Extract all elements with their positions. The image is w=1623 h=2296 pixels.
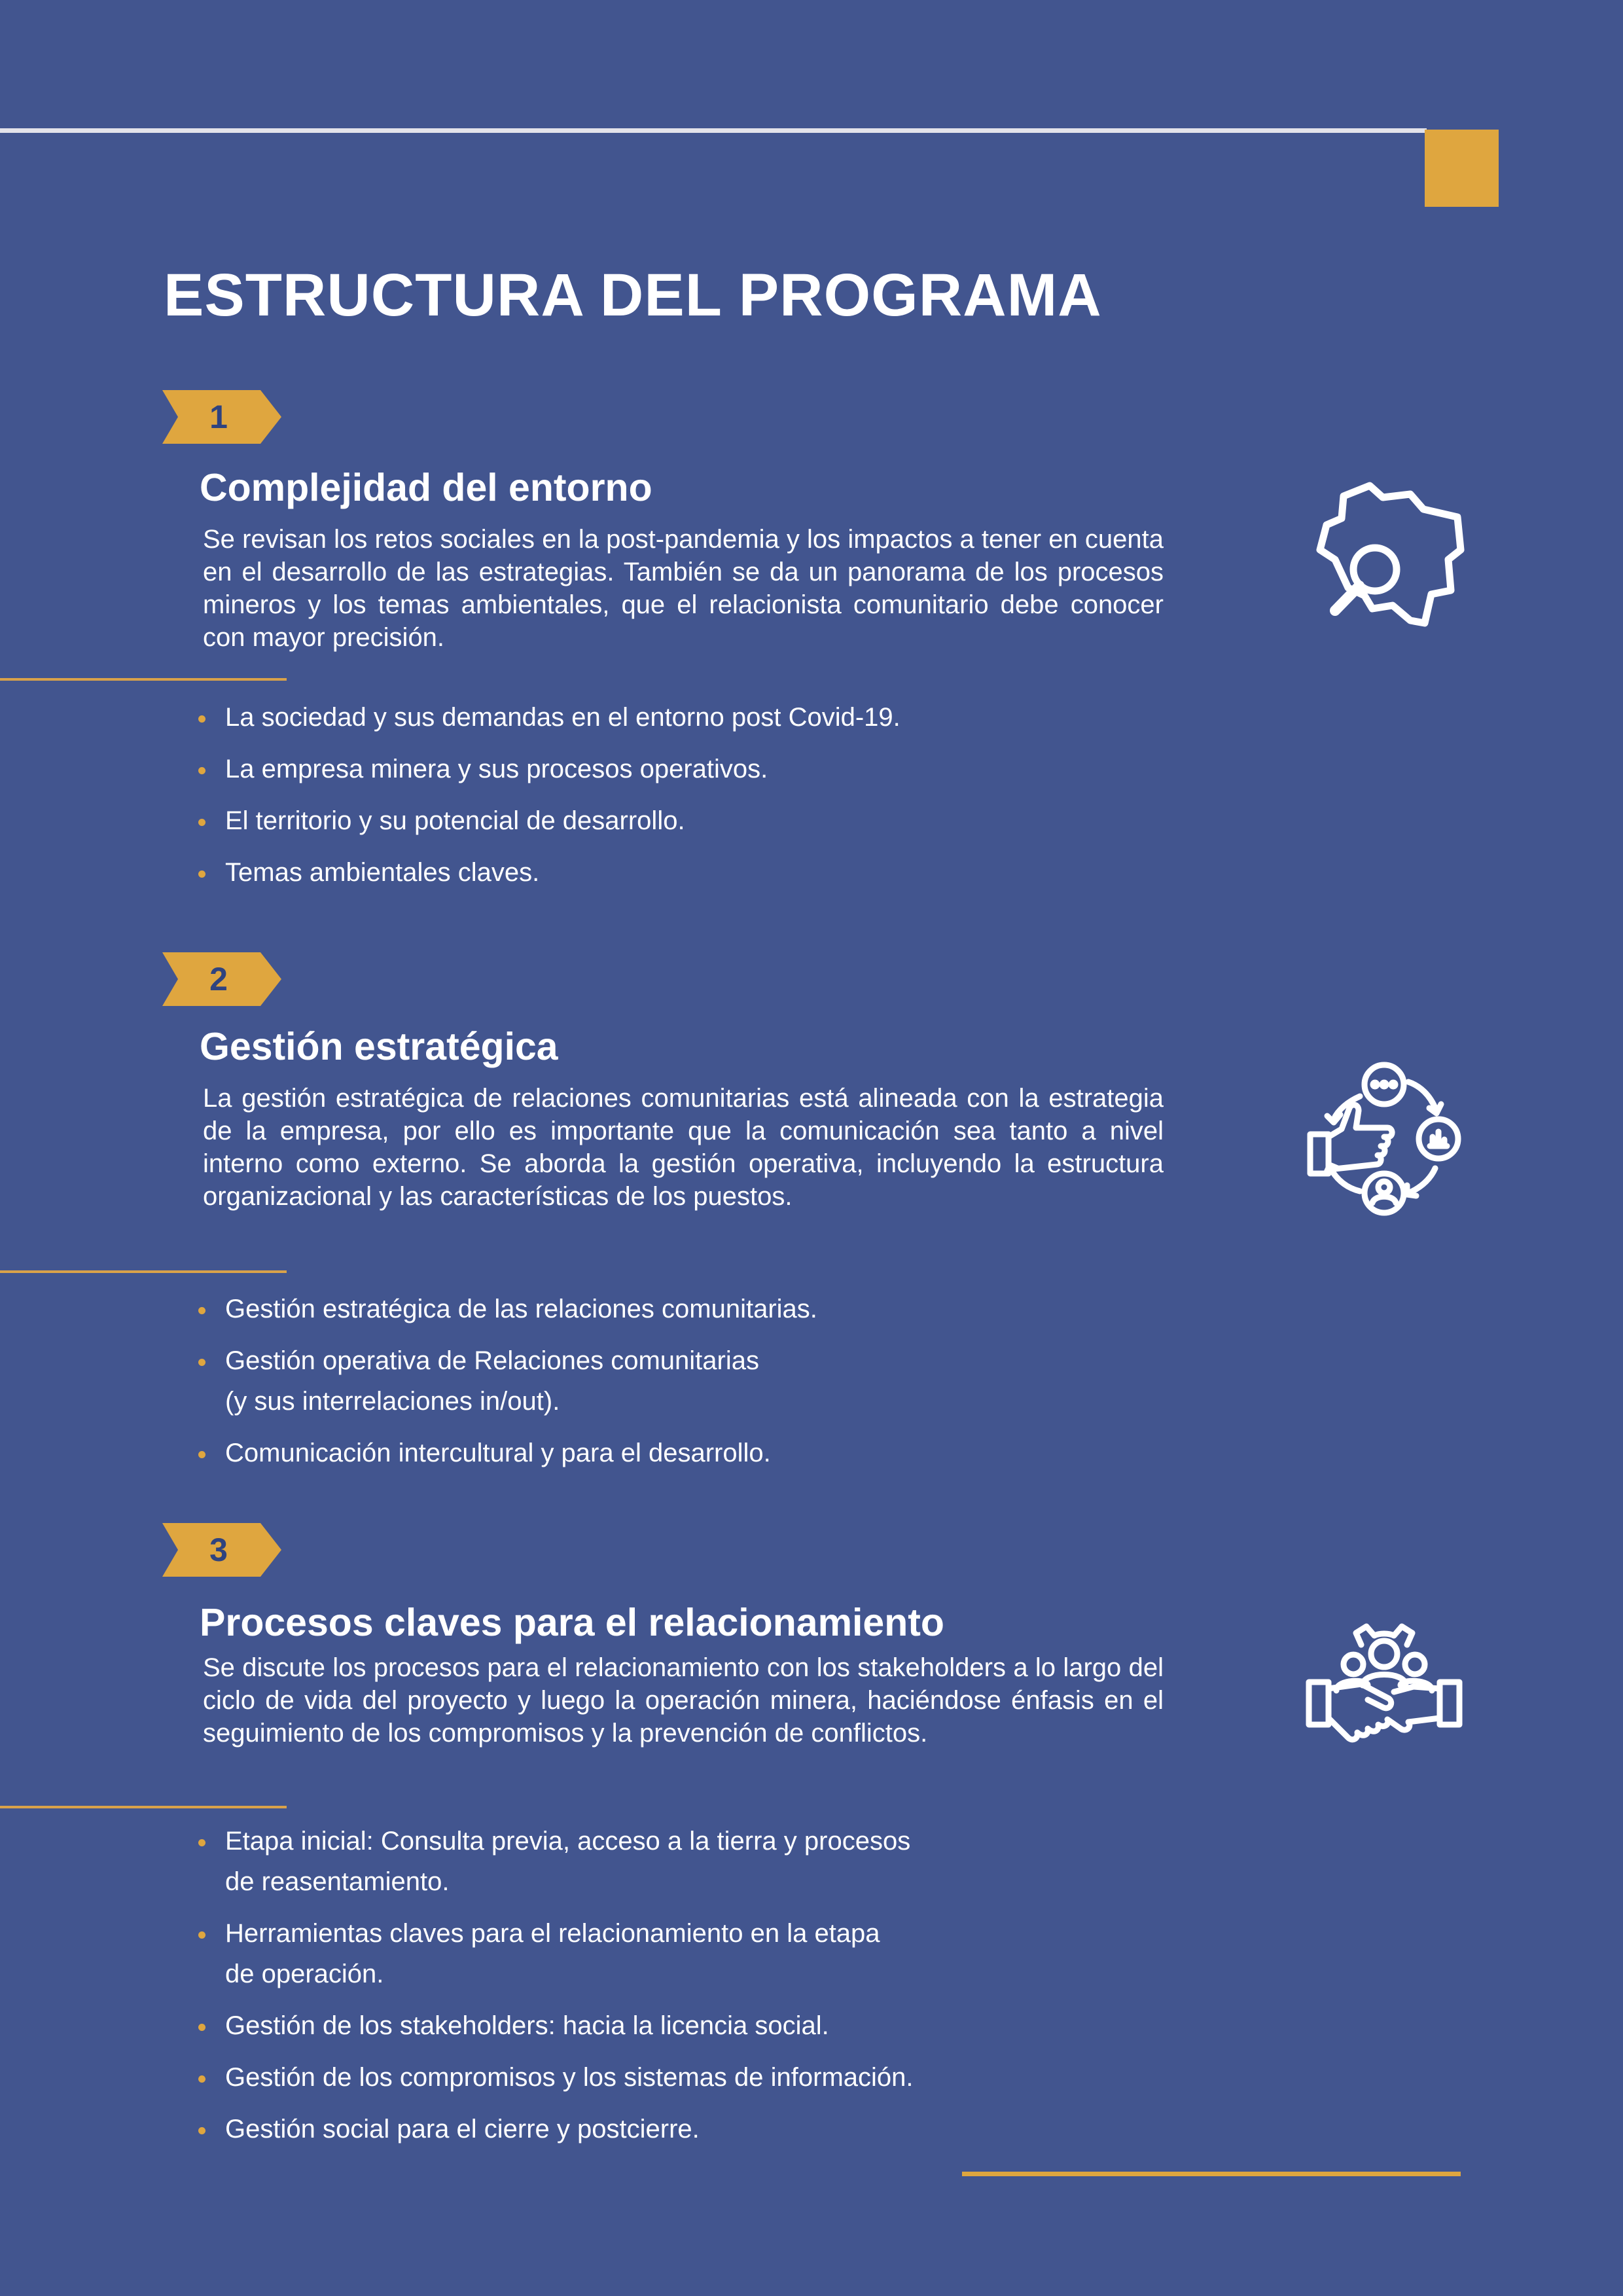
topic-item-text: El territorio y su potencial de desarrollo. xyxy=(225,806,685,835)
section-number: 3 xyxy=(209,1532,228,1568)
topic-item xyxy=(196,1913,914,1994)
topic-item-text: Gestión de los stakeholders: hacia la licencia social. xyxy=(225,2011,829,2040)
section-description: Se revisan los retos sociales en la post-pandemia y los impactos a tener en cuenta en el desarrollo de las estrategias. También se da un panorama de los procesos mineros y los temas ambientales, que el relacionista comunitario debe conocer con mayor precisión. xyxy=(203,525,1164,652)
top-divider-line xyxy=(0,128,1427,133)
section-topic-list xyxy=(196,1289,817,1484)
section-divider xyxy=(0,1806,287,1808)
section-topic-list xyxy=(196,1821,914,2161)
section-description: La gestión estratégica de relaciones comunitarias está alineada con la estrategia de la empresa, por ello es importante que la comunicación sea tanto a nivel interno como externo. Se aborda la gestión operativa, incluyendo la estructura organizacional y las características de los puestos. xyxy=(203,1084,1164,1211)
topic-item-text: Gestión de los compromisos y los sistemas de información. xyxy=(225,2063,914,2092)
topic-item-text: Temas ambientales claves. xyxy=(225,858,540,887)
topic-item xyxy=(196,749,901,789)
section-number-badge xyxy=(162,1523,281,1577)
section-number: 1 xyxy=(209,399,228,435)
page-title: ESTRUCTURA DEL PROGRAMA xyxy=(164,262,1102,329)
section-topic-list xyxy=(196,697,901,904)
accent-square xyxy=(1425,130,1499,207)
topic-item-text: de reasentamiento. xyxy=(225,1867,450,1896)
section-title: Procesos claves para el relacionamiento xyxy=(200,1601,944,1644)
topic-item xyxy=(196,1821,914,1902)
section-divider xyxy=(0,1270,287,1273)
topic-item-text: (y sus interrelaciones in/out). xyxy=(225,1387,560,1416)
topic-item xyxy=(196,800,901,841)
topic-item-text: La sociedad y sus demandas en el entorno post Covid-19. xyxy=(225,703,901,732)
topic-item xyxy=(196,1289,817,1329)
topic-item-text: Gestión operativa de Relaciones comunitarias xyxy=(225,1346,759,1375)
topic-item-text: La empresa minera y sus procesos operativos. xyxy=(225,755,768,783)
handshake-team-icon xyxy=(1302,1613,1466,1770)
map-search-icon xyxy=(1312,478,1469,632)
topic-item xyxy=(196,1433,817,1473)
topic-item-text: Gestión estratégica de las relaciones comunitarias. xyxy=(225,1295,817,1323)
topic-item xyxy=(196,852,901,893)
topic-item-text: Gestión social para el cierre y postcierre. xyxy=(225,2115,700,2144)
section-title: Complejidad del entorno xyxy=(200,466,652,509)
topic-item xyxy=(196,1340,817,1422)
section-divider xyxy=(0,678,287,681)
bottom-accent-line xyxy=(962,2172,1461,2176)
topic-item xyxy=(196,2057,914,2098)
topic-item xyxy=(196,697,901,738)
section-description: Se discute los procesos para el relacionamiento con los stakeholders a lo largo del ciclo de vida del proyecto y luego la operación minera, haciéndose énfasis en el seguimiento de los compromisos y la prevención de conflictos. xyxy=(203,1653,1164,1748)
section-title: Gestión estratégica xyxy=(200,1025,558,1068)
topic-item-text: de operación. xyxy=(225,1960,384,1988)
section-number: 2 xyxy=(209,961,228,997)
topic-item-text: Comunicación intercultural y para el desarrollo. xyxy=(225,1439,771,1467)
topic-item-text: Herramientas claves para el relacionamiento en la etapa xyxy=(225,1919,880,1948)
topic-item xyxy=(196,2109,914,2149)
section-number-badge xyxy=(162,952,281,1006)
section-number-badge xyxy=(162,390,281,444)
topic-item xyxy=(196,2005,914,2046)
feedback-cycle-icon xyxy=(1302,1057,1466,1221)
topic-item-text: Etapa inicial: Consulta previa, acceso a la tierra y procesos xyxy=(225,1827,911,1856)
